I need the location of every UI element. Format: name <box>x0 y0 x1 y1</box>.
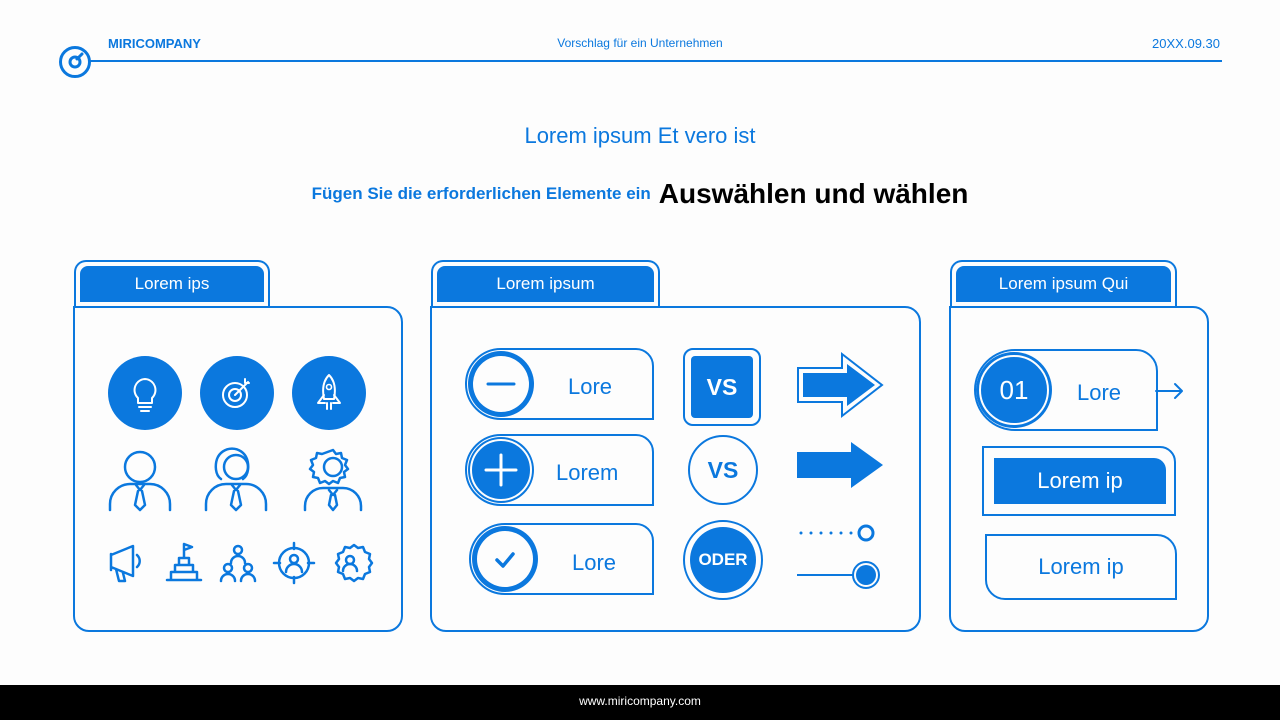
vs-badge-circle[interactable]: VS <box>688 435 758 505</box>
arrow-solid-icon <box>795 440 890 490</box>
footer-url[interactable]: www.miricompany.com <box>0 685 1280 720</box>
rocket-icon <box>292 356 366 430</box>
slider-dotted-icon[interactable] <box>795 518 890 598</box>
user-target-icon <box>274 543 314 583</box>
user-icon <box>110 452 170 510</box>
toggle-minus-label: Lore <box>568 374 613 399</box>
header-date: 20XX.09.30 <box>1152 36 1220 51</box>
lightbulb-icon <box>108 356 182 430</box>
podium-icon <box>167 544 201 580</box>
check-icon <box>470 524 542 594</box>
slide-title: Lorem ipsum Et vero ist <box>524 123 756 148</box>
tab-left-label: Lorem ips <box>80 266 264 302</box>
secondary-button[interactable]: Lorem ip <box>985 534 1177 600</box>
user-gear-icon <box>305 450 361 510</box>
megaphone-icon <box>111 546 140 581</box>
panel-left-icons <box>74 307 402 631</box>
subtitle-small: Fügen Sie die erforderlichen Elemente ein <box>311 184 651 203</box>
tab-left[interactable] <box>74 260 270 308</box>
primary-button[interactable]: Lorem ip <box>994 458 1166 504</box>
user-female-icon <box>206 449 266 510</box>
arrow-right-icon <box>1155 379 1187 403</box>
toggle-plus-label: Lorem <box>556 460 619 485</box>
company-name: MIRICOMPANY <box>108 36 201 51</box>
primary-button-frame <box>982 446 1176 516</box>
tab-right[interactable] <box>950 260 1177 308</box>
minus-icon <box>466 349 538 419</box>
toggle-check-label: Lore <box>572 550 617 575</box>
arrow-outline-icon <box>795 350 890 420</box>
vs-badge-square[interactable] <box>683 348 761 426</box>
tab-middle-label: Lorem ipsum <box>437 266 654 302</box>
header-subtitle: Vorschlag für ein Unternehmen <box>557 36 723 50</box>
target-icon <box>200 356 274 430</box>
company-logo-icon <box>58 45 92 79</box>
plus-icon <box>466 435 538 505</box>
number-pill-label: Lore <box>1077 380 1122 405</box>
subtitle-line <box>0 178 1280 210</box>
tab-middle[interactable] <box>431 260 660 308</box>
oder-badge[interactable] <box>683 520 763 600</box>
subtitle-big: Auswählen und wählen <box>658 178 969 209</box>
oder-badge-label: ODER <box>690 527 756 593</box>
team-icon <box>221 546 255 581</box>
user-settings-icon <box>336 545 372 581</box>
tab-right-label: Lorem ipsum Qui <box>956 266 1171 302</box>
number-label: 01 <box>999 375 1029 405</box>
vs-badge-square-label: VS <box>691 356 753 418</box>
header-divider <box>90 60 1222 62</box>
